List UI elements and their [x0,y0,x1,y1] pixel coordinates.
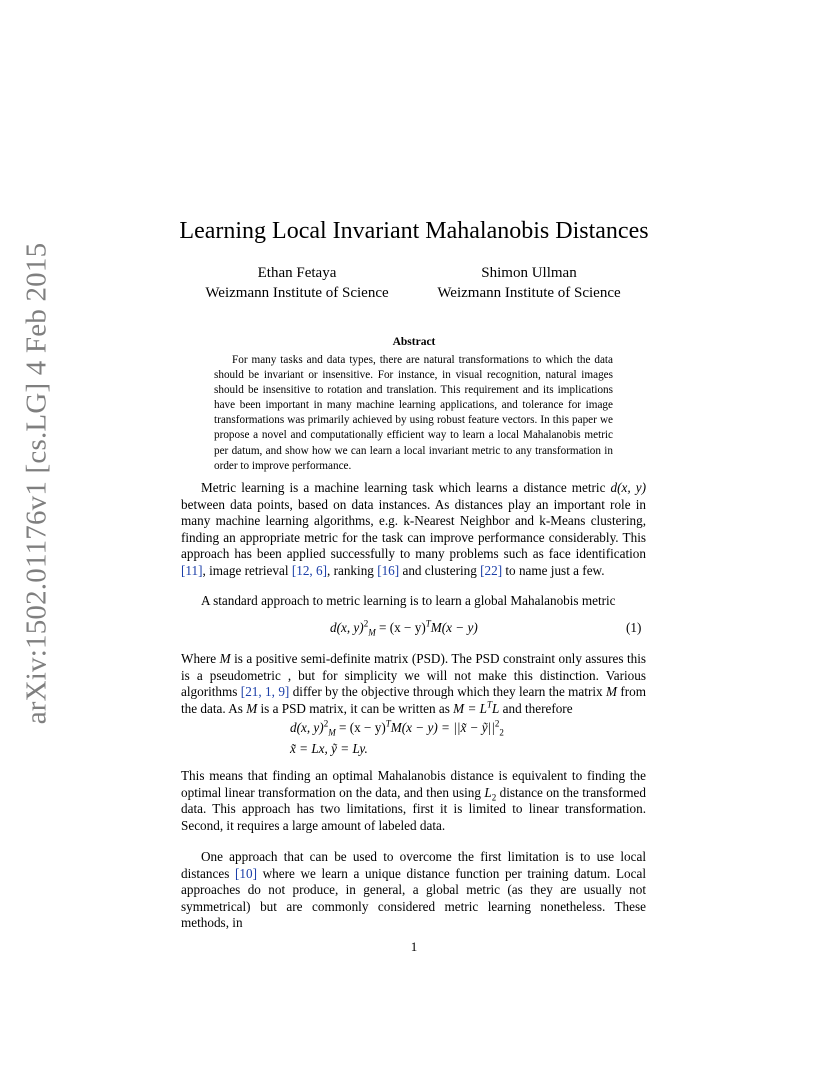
citation-link[interactable]: [10] [234,865,257,881]
paragraph-local-distances: One approach that can be used to overcome the first limitation is to use local distances [10] where we learn a unique distance function per training datum. Local approaches do not produce, in general, a global metric (as they are usually not symmetrical) but are commonly considered metric learning nonetheless. These methods, in [181,849,646,931]
paper-title: Learning Local Invariant Mahalanobis Distances [179,218,649,244]
arxiv-identifier[interactable]: arXiv:1502.01176v1 [cs.LG] 4 Feb 2015 [20,242,53,724]
author-name: Ethan Fetaya [257,265,337,281]
paragraph-linear-transform: This means that finding an optimal Mahalanobis distance is equivalent to finding the optimal linear transformation on the data, and then using $L_2$ distance on the transformed data. This approach has two limitations, first it is limited to linear transformation. Second, it requires a large amount of labeled data. [181,768,646,833]
page-number: 1 [410,939,418,954]
author-block-2 [424,263,634,303]
abstract-body [214,353,613,474]
paragraph-intro: Metric learning is a machine learning task which learns a distance metric d(x, y) between data points, based on data instances. As distances play an important role in many machine learning algorithms, e.g. k-Nearest Neighbor and k-Means clustering, finding an appropriate metric for the task can improve performance considerably. This approach has been applied successfully to many problems such as face identification [11], image retrieval [12, 6], ranking [16] and clustering [22] to name just a few. [181,480,646,578]
equation-number: (1) [626,620,642,635]
equation-2-line-2: x̃ = Lx, ỹ = Ly. [290,741,368,756]
citation-link[interactable]: [11] [181,562,203,578]
abstract-heading: Abstract [392,336,436,348]
equation-2-line-1: d(x, $y)^2_M = (x - y)^TM(x - y)$ = ||x̃ − $ỹ||^2_2$ [290,718,504,738]
equation-1: d(x, $y)^2_M = (x - y)^TM(x - y)$ [330,618,478,638]
citation-link[interactable]: [12, 6] [291,562,327,578]
paragraph-psd: Where M is a positive semi-definite matrix (PSD). The PSD constraint only assures this is a pseudometric , but for simplicity we will not make this distinction. Various algorithms [21, 1, 9] differ by the objective through which they learn the matrix M from the data. As M is a PSD matrix, it can be written as $M = L^TL$ and therefore [181,651,647,716]
arxiv-side-stamp [16,242,58,724]
abstract-text: For many tasks and data types, there are natural transformations to which the data should be invariant or insensitive. For instance, in visual recognition, natural images should be insensitive to rotation and translation. This requirement and its implications have been important in many machine learning applications, and tolerance for image transformations was primarily achieved by using robust feature vectors. In this paper we propose a novel and computationally efficient way to learn a local Mahalanobis metric per datum, and show how we can learn a local invariant metric to any transformation in order to improve performance. [214,354,613,472]
author-affiliation: Weizmann Institute of Science [205,285,389,301]
paragraph-standard-approach: A standard approach to metric learning is to learn a global Mahalanobis metric [201,593,616,608]
citation-link[interactable]: [22] [480,562,503,578]
citation-link[interactable]: [16] [377,562,400,578]
author-name: Shimon Ullman [481,265,577,281]
math-inline: d(x, y) [610,480,646,495]
citation-link[interactable]: [21, 1, 9] [240,684,290,700]
author-affiliation: Weizmann Institute of Science [437,285,621,301]
author-block-1 [190,263,404,303]
